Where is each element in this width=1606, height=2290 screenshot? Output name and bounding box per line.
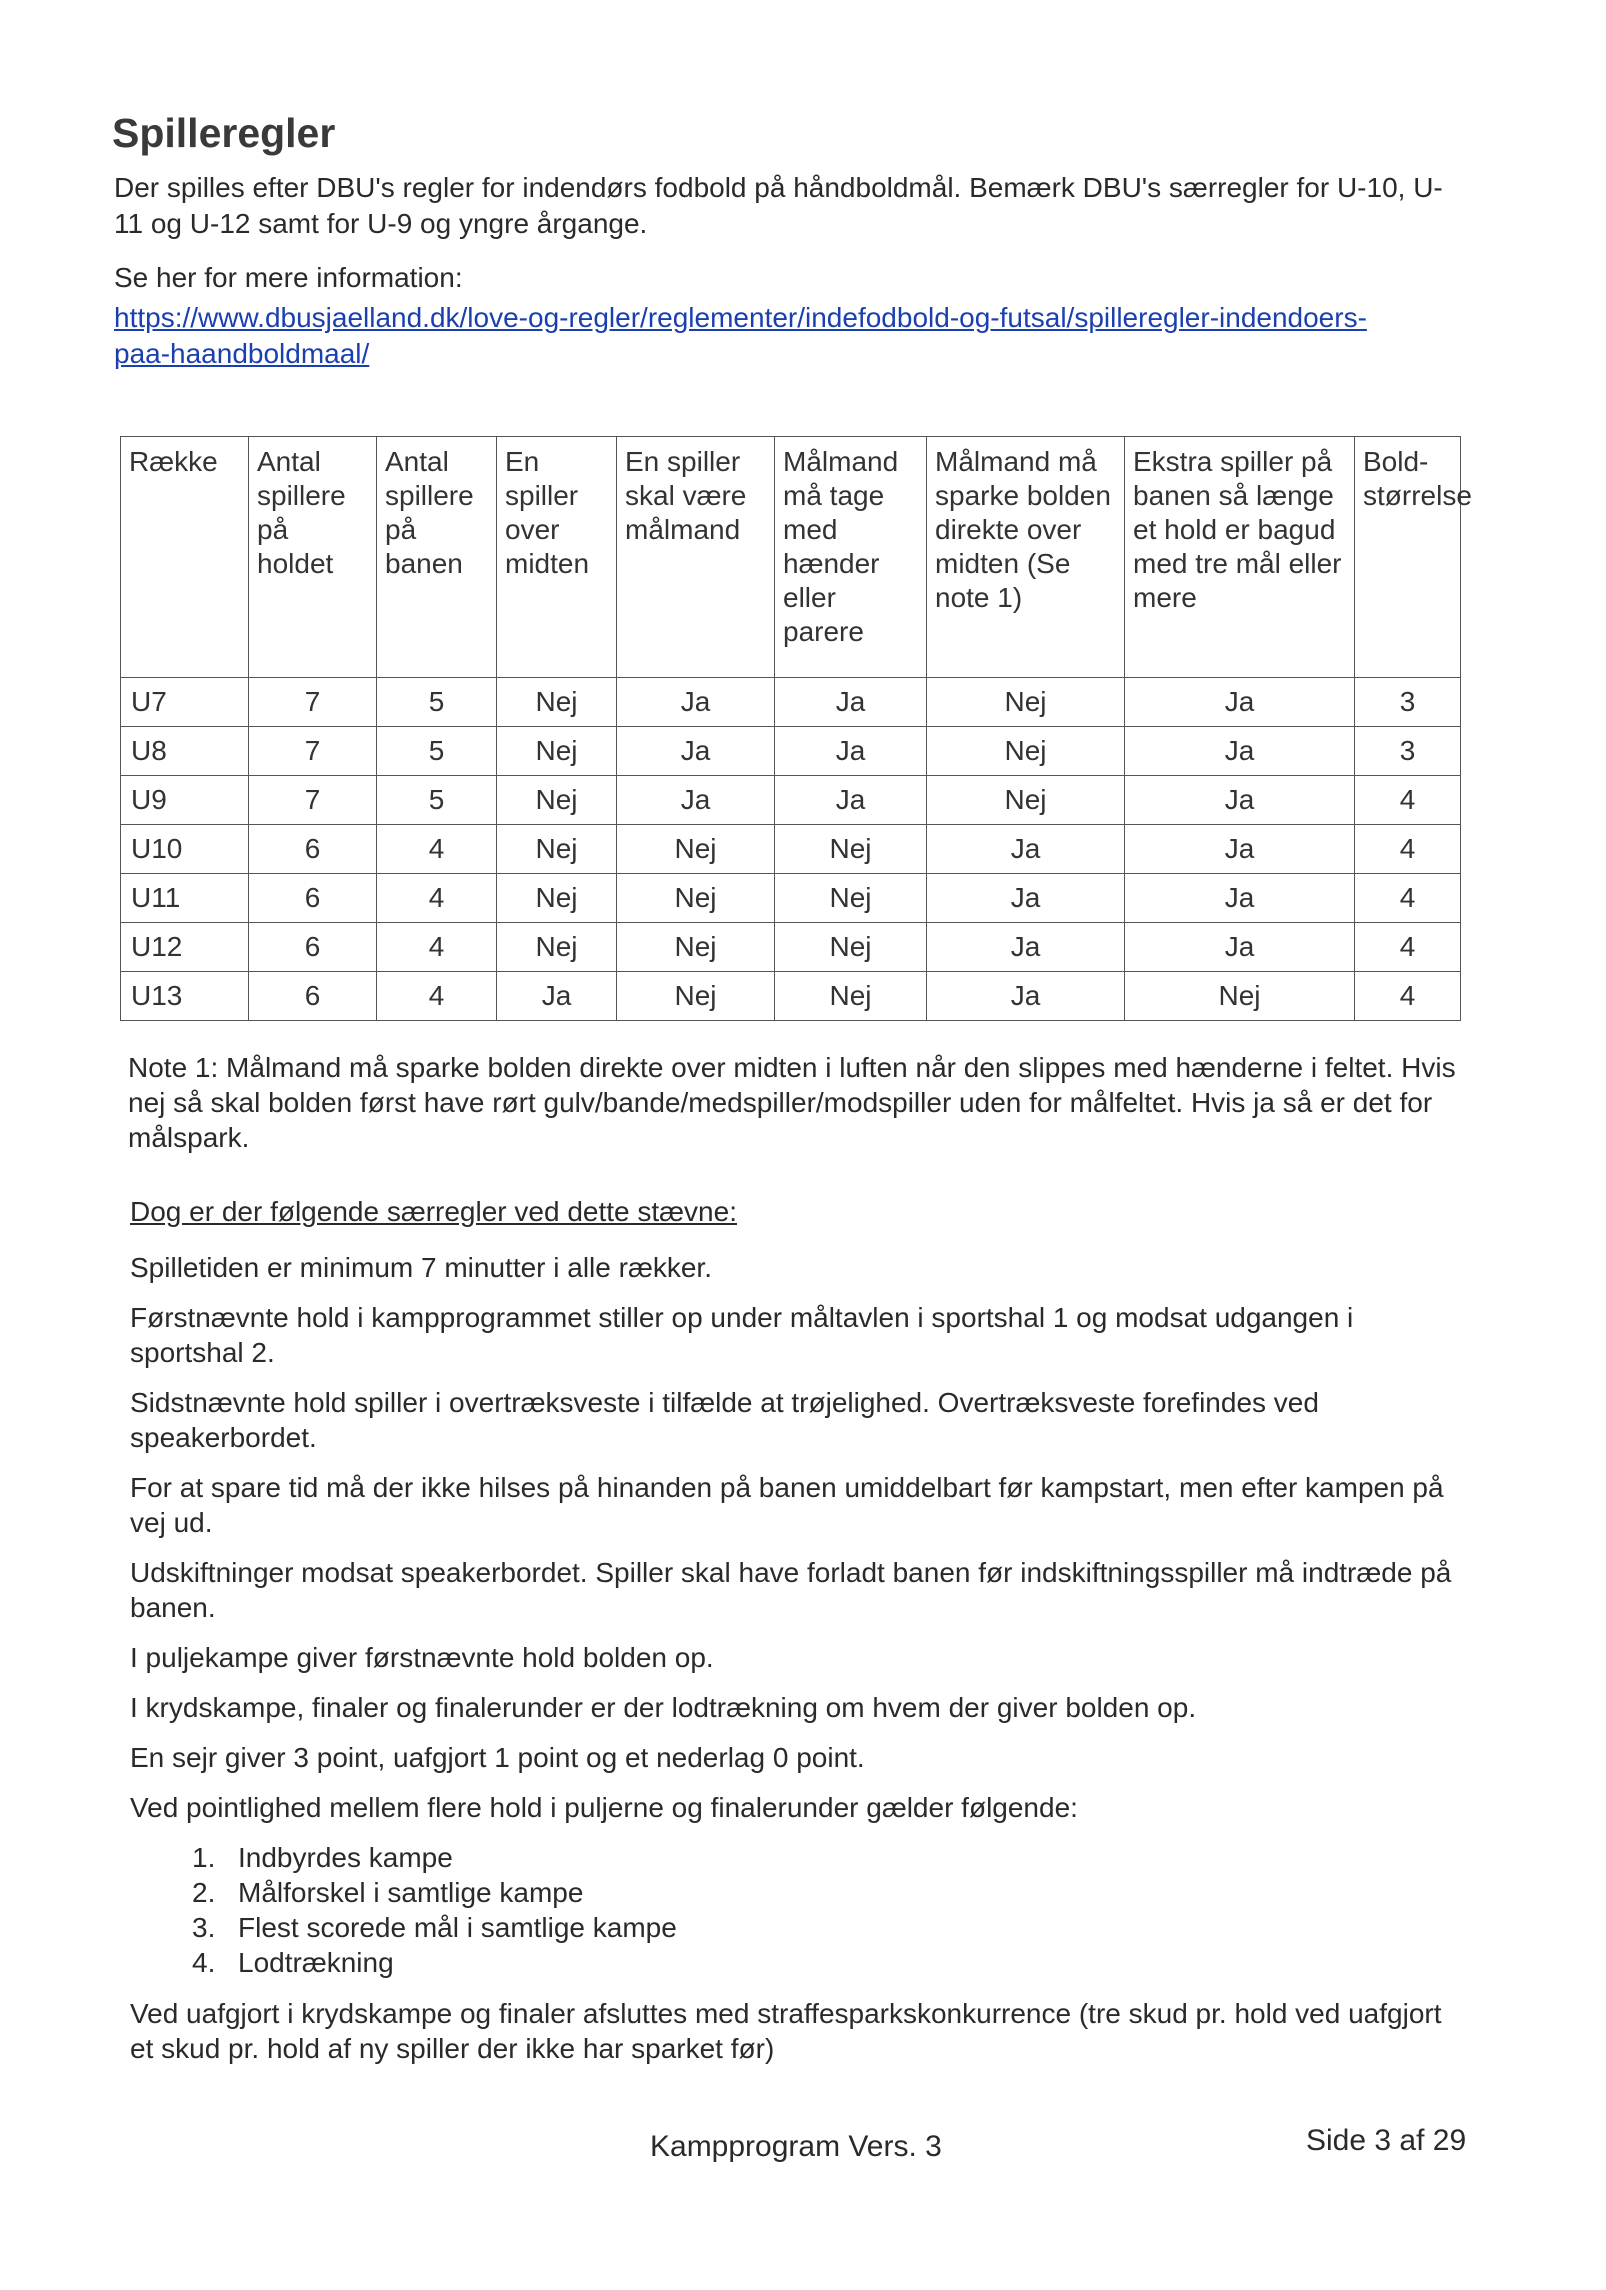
row-label: U9 bbox=[121, 776, 249, 825]
table-cell: 3 bbox=[1355, 678, 1461, 727]
table-cell: Nej bbox=[1125, 972, 1355, 1021]
table-cell: Ja bbox=[927, 825, 1125, 874]
table-cell: 4 bbox=[377, 874, 497, 923]
table-header-row bbox=[121, 437, 1461, 678]
list-number: 3. bbox=[192, 1912, 216, 1943]
table-cell: 4 bbox=[1355, 825, 1461, 874]
list-item bbox=[192, 1945, 1470, 1980]
list-text: Indbyrdes kampe bbox=[238, 1842, 453, 1873]
column-header: Række bbox=[121, 437, 249, 678]
table-cell: Nej bbox=[775, 923, 927, 972]
table-cell: Ja bbox=[497, 972, 617, 1021]
table-cell: Nej bbox=[617, 923, 775, 972]
table-cell: Ja bbox=[617, 678, 775, 727]
list-number: 2. bbox=[192, 1877, 216, 1908]
table-cell: Nej bbox=[775, 874, 927, 923]
row-label: U8 bbox=[121, 727, 249, 776]
table-cell: Ja bbox=[927, 874, 1125, 923]
table-cell: Nej bbox=[927, 678, 1125, 727]
table-cell: Nej bbox=[497, 727, 617, 776]
row-label: U11 bbox=[121, 874, 249, 923]
list-number: 1. bbox=[192, 1842, 216, 1873]
table-cell: Nej bbox=[497, 678, 617, 727]
rule-paragraph: Sidstnævnte hold spiller i overtræksveste i tilfælde at trøjelighed. Overtræksveste forefindes ved speakerbordet. bbox=[130, 1387, 1319, 1453]
column-header: Bold-størrelse bbox=[1355, 437, 1461, 678]
table-cell: Nej bbox=[497, 825, 617, 874]
rule-paragraph: Ved pointlighed mellem flere hold i puljerne og finalerunder gælder følgende: bbox=[130, 1792, 1078, 1823]
rule-paragraph: For at spare tid må der ikke hilses på hinanden på banen umiddelbart før kampstart, men efter kampen på vej ud. bbox=[130, 1472, 1444, 1538]
column-header: Ekstra spiller på banen så længe et hold er bagud med tre mål eller mere bbox=[1125, 437, 1355, 678]
table-cell: 4 bbox=[1355, 776, 1461, 825]
table-cell: 6 bbox=[249, 825, 377, 874]
row-label: U13 bbox=[121, 972, 249, 1021]
list-number: 4. bbox=[192, 1947, 216, 1978]
table-cell: Nej bbox=[617, 972, 775, 1021]
rule-paragraph: En sejr giver 3 point, uafgjort 1 point og et nederlag 0 point. bbox=[130, 1742, 865, 1773]
table-cell: Ja bbox=[1125, 825, 1355, 874]
table-row bbox=[121, 727, 1461, 776]
list-item bbox=[192, 1875, 1470, 1910]
table-cell: Nej bbox=[497, 776, 617, 825]
table-cell: 5 bbox=[377, 727, 497, 776]
table-cell: Ja bbox=[1125, 678, 1355, 727]
rules-table bbox=[120, 436, 1472, 1021]
column-header: Antal spillere på holdet bbox=[249, 437, 377, 678]
table-cell: Ja bbox=[775, 776, 927, 825]
table-cell: Nej bbox=[617, 874, 775, 923]
table-cell: Ja bbox=[617, 727, 775, 776]
table-cell: Ja bbox=[927, 923, 1125, 972]
rule-paragraph: I puljekampe giver førstnævnte hold bolden op. bbox=[130, 1642, 714, 1673]
rule-paragraph: I krydskampe, finaler og finalerunder er der lodtrækning om hvem der giver bolden op. bbox=[130, 1692, 1197, 1723]
list-text: Flest scorede mål i samtlige kampe bbox=[238, 1912, 677, 1943]
table-cell: 4 bbox=[1355, 923, 1461, 972]
table-cell: 7 bbox=[249, 776, 377, 825]
column-header: Målmand må tage med hænder eller parere bbox=[775, 437, 927, 678]
intro-paragraph: Der spilles efter DBU's regler for indendørs fodbold på håndboldmål. Bemærk DBU's særregler for U-10, U-11 og U-12 samt for U-9 og yngre årgange. bbox=[114, 172, 1443, 239]
table-cell: Nej bbox=[927, 727, 1125, 776]
table-cell: Ja bbox=[1125, 874, 1355, 923]
column-header: Antal spillere på banen bbox=[377, 437, 497, 678]
rule-paragraph: Udskiftninger modsat speakerbordet. Spiller skal have forladt banen før indskiftningsspiller må indtræde på banen. bbox=[130, 1557, 1452, 1623]
rules-link[interactable]: https://www.dbusjaelland.dk/love-og-regler/reglementer/indefodbold-og-futsal/spilleregler-indendoers-paa-haandboldmaal/ bbox=[114, 302, 1367, 369]
table-cell: Ja bbox=[1125, 727, 1355, 776]
table-cell: Nej bbox=[497, 874, 617, 923]
rule-paragraph: Førstnævnte hold i kampprogrammet stiller op under måltavlen i sportshal 1 og modsat udgangen i sportshal 2. bbox=[130, 1302, 1354, 1368]
column-header: En spiller skal være målmand bbox=[617, 437, 775, 678]
table-cell: Ja bbox=[1125, 776, 1355, 825]
table-cell: Nej bbox=[775, 825, 927, 874]
table-row bbox=[121, 874, 1461, 923]
special-rules-heading: Dog er der følgende særregler ved dette stævne: bbox=[130, 1196, 737, 1227]
table-row bbox=[121, 923, 1461, 972]
table-body bbox=[121, 678, 1461, 1021]
tiebreaker-list bbox=[130, 1840, 1470, 1980]
list-text: Lodtrækning bbox=[238, 1947, 394, 1978]
table-cell: 3 bbox=[1355, 727, 1461, 776]
table-cell: 4 bbox=[377, 972, 497, 1021]
final-paragraph: Ved uafgjort i krydskampe og finaler afsluttes med straffesparkskonkurrence (tre skud pr. hold ved uafgjort et skud pr. hold af ny spiller der ikke har sparket før) bbox=[130, 1998, 1442, 2064]
table-cell: 4 bbox=[377, 825, 497, 874]
table-cell: Ja bbox=[927, 972, 1125, 1021]
table-cell: Ja bbox=[775, 727, 927, 776]
table-cell: 7 bbox=[249, 678, 377, 727]
row-label: U10 bbox=[121, 825, 249, 874]
list-text: Målforskel i samtlige kampe bbox=[238, 1877, 584, 1908]
page-number: Side 3 af 29 bbox=[1306, 2124, 1467, 2157]
note-1: Note 1: Målmand må sparke bolden direkte over midten i luften når den slippes med hænderne i feltet. Hvis nej så skal bolden først have rørt gulv/bande/medspiller/modspiller uden for målfeltet. Hvis ja så er det for målspark. bbox=[128, 1052, 1456, 1153]
table-cell: Ja bbox=[617, 776, 775, 825]
list-item bbox=[192, 1910, 1470, 1945]
table-cell: 5 bbox=[377, 776, 497, 825]
row-label: U12 bbox=[121, 923, 249, 972]
table-cell: Ja bbox=[1125, 923, 1355, 972]
footer-version: Kampprogram Vers. 3 bbox=[650, 2130, 942, 2163]
column-header: En spiller over midten bbox=[497, 437, 617, 678]
table-cell: Nej bbox=[497, 923, 617, 972]
table-cell: 7 bbox=[249, 727, 377, 776]
table-cell: 4 bbox=[377, 923, 497, 972]
table-cell: 5 bbox=[377, 678, 497, 727]
rule-paragraph: Spilletiden er minimum 7 minutter i alle rækker. bbox=[130, 1252, 712, 1283]
table-cell: 6 bbox=[249, 874, 377, 923]
page-title: Spilleregler bbox=[112, 110, 336, 156]
table-row bbox=[121, 776, 1461, 825]
table-cell: Ja bbox=[775, 678, 927, 727]
table-cell: Nej bbox=[775, 972, 927, 1021]
table-row bbox=[121, 972, 1461, 1021]
table-cell: 6 bbox=[249, 972, 377, 1021]
table-row bbox=[121, 678, 1461, 727]
list-item bbox=[192, 1840, 1470, 1875]
column-header: Målmand må sparke bolden direkte over midten (Se note 1) bbox=[927, 437, 1125, 678]
row-label: U7 bbox=[121, 678, 249, 727]
table-cell: Nej bbox=[927, 776, 1125, 825]
table-row bbox=[121, 825, 1461, 874]
table-cell: 6 bbox=[249, 923, 377, 972]
table-cell: 4 bbox=[1355, 972, 1461, 1021]
see-here-text: Se her for mere information: bbox=[114, 262, 463, 293]
table-cell: Nej bbox=[617, 825, 775, 874]
special-rules-section bbox=[130, 1250, 1470, 2081]
table-cell: 4 bbox=[1355, 874, 1461, 923]
